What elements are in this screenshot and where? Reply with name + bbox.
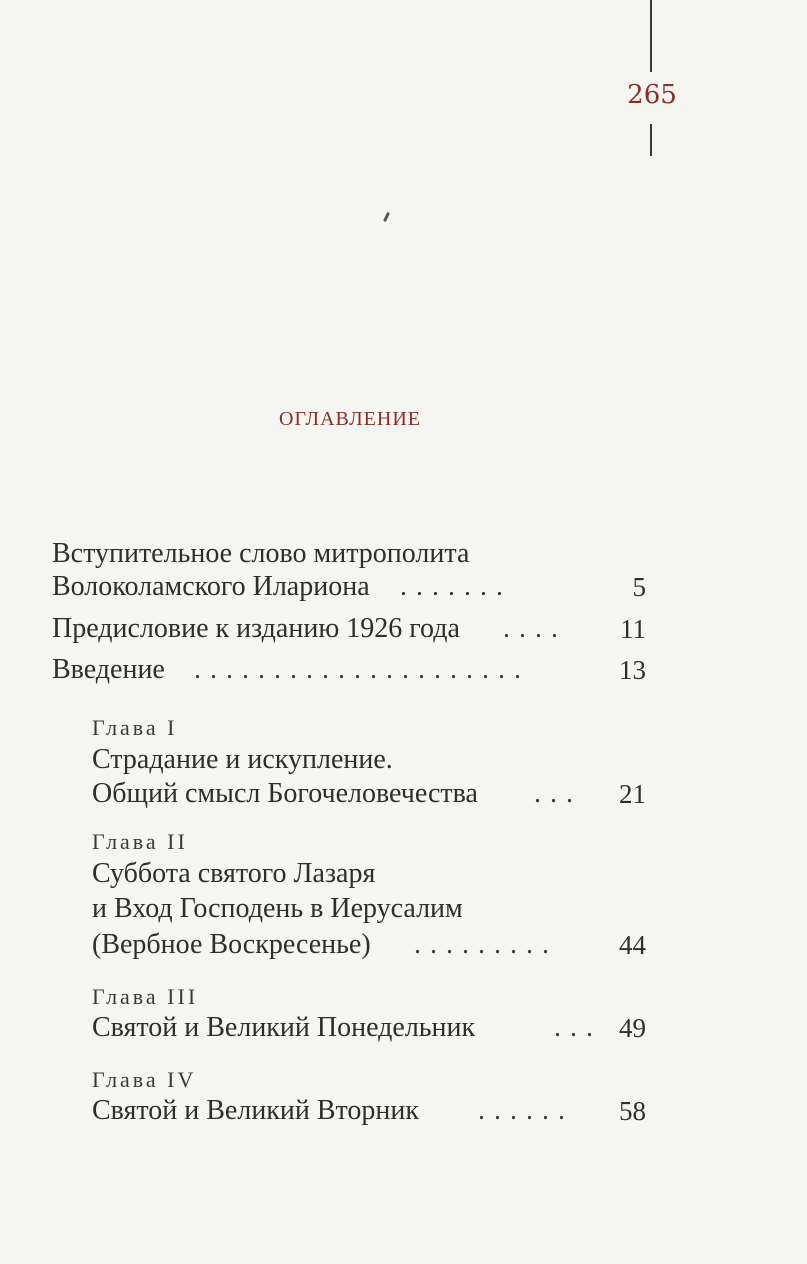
toc-entry-line: Введение <box>52 654 165 685</box>
toc-page-number: 13 <box>619 655 646 685</box>
toc-leader-dots: ... <box>534 778 582 809</box>
toc-entry-line: Общий смысл Богочеловечества <box>92 778 478 809</box>
chapter-label: Глава IV <box>92 1067 197 1092</box>
toc-page-number: 44 <box>619 930 646 960</box>
toc-page-number: 5 <box>632 572 646 602</box>
toc-entry-line: Страдание и искупление. <box>92 744 393 775</box>
toc-leader-dots: ..................... <box>194 654 530 685</box>
header-rule-bottom <box>650 124 652 156</box>
chapter-label: Глава III <box>92 984 199 1009</box>
toc-entry-line: Святой и Великий Вторник <box>92 1095 419 1126</box>
toc-leader-dots: ....... <box>400 571 512 602</box>
chapter-label: Глава II <box>92 829 188 854</box>
toc-entry-line: Волоколамского Илариона <box>52 571 370 602</box>
page-number: 265 <box>627 80 677 110</box>
toc-title: ОГЛАВЛЕНИЕ <box>279 408 421 430</box>
toc-page-number: 49 <box>619 1013 646 1043</box>
toc-page-number: 21 <box>619 779 646 809</box>
header-rule-top <box>650 0 652 72</box>
toc-entry-line: (Вербное Воскресенье) <box>92 929 371 960</box>
toc-entry-line: Предисловие к изданию 1926 года <box>52 613 460 644</box>
toc-entry-line: Святой и Великий Понедельник <box>92 1012 476 1043</box>
toc-leader-dots: ... <box>554 1012 602 1043</box>
toc-entry-line: и Вход Господень в Иерусалим <box>92 893 463 924</box>
toc-leader-dots: ......... <box>414 929 558 960</box>
toc-leader-dots: .... <box>503 613 567 644</box>
toc-page-number: 58 <box>619 1096 646 1126</box>
toc-entry-line: Суббота святого Лазаря <box>92 858 376 889</box>
toc-entry-line: Вступительное слово митрополита <box>52 538 470 569</box>
chapter-label: Глава I <box>92 715 178 740</box>
ink-speck <box>383 212 390 222</box>
toc-leader-dots: ...... <box>478 1095 574 1126</box>
toc-page-number: 11 <box>620 614 646 644</box>
